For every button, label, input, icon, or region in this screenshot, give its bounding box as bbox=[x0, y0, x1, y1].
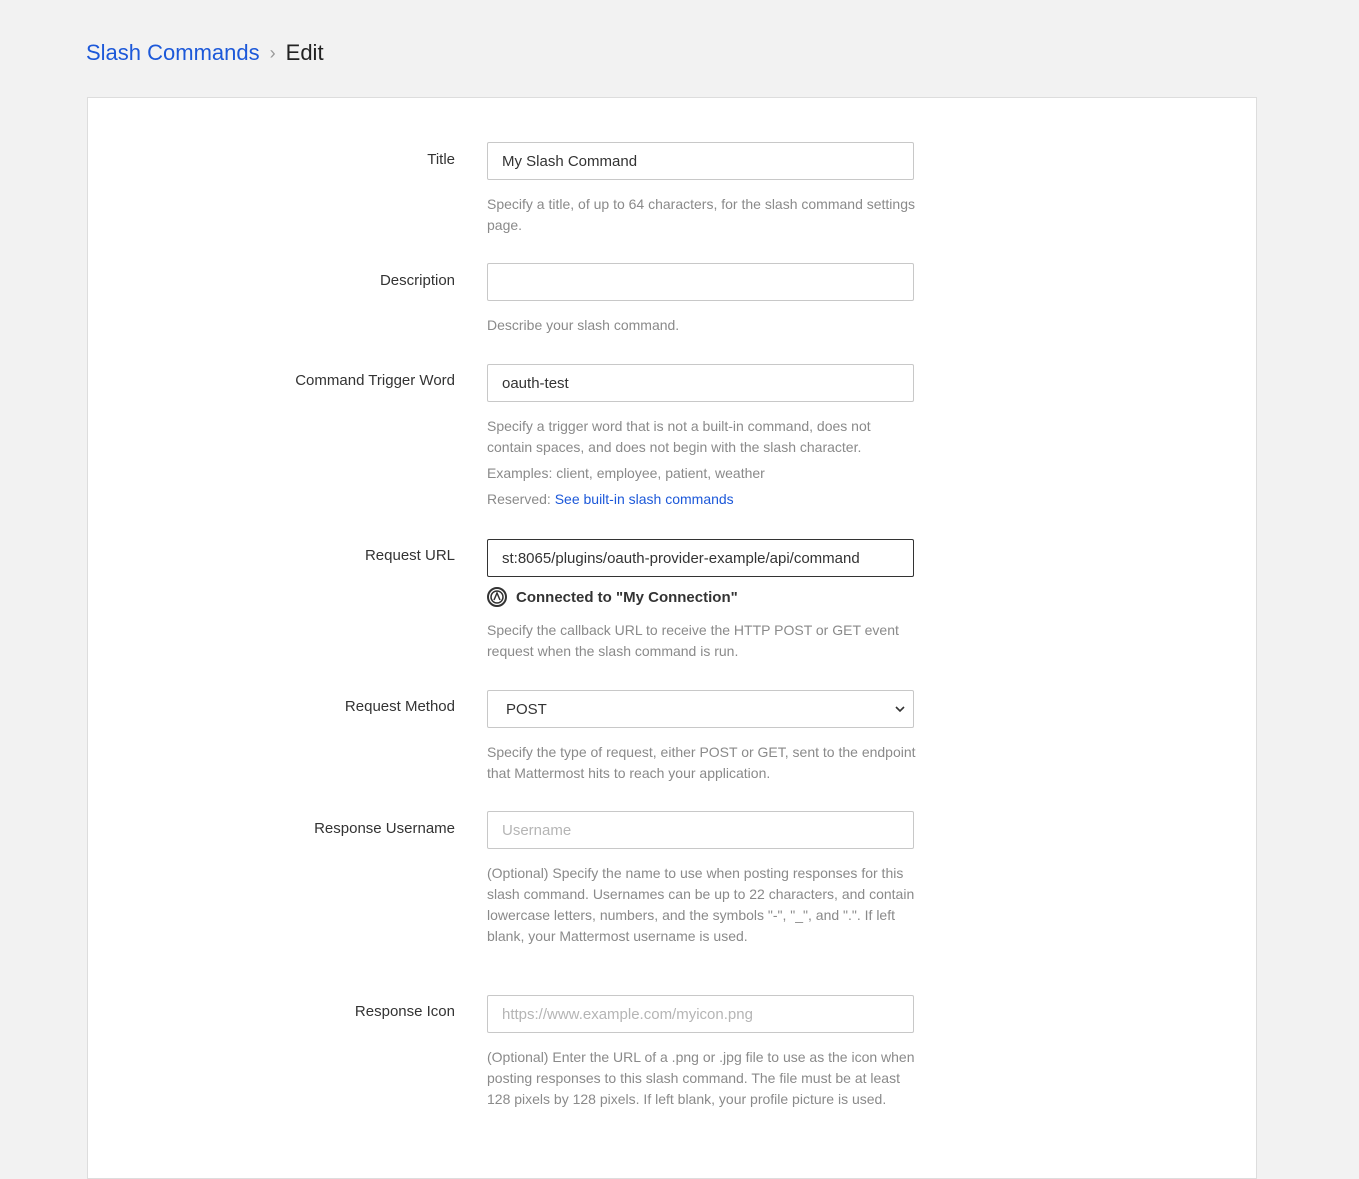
chevron-down-icon bbox=[895, 706, 905, 713]
breadcrumb bbox=[86, 40, 324, 66]
trigger-help-group bbox=[487, 416, 917, 510]
connection-status bbox=[487, 587, 738, 607]
trigger-examples: Examples: client, employee, patient, weather bbox=[487, 465, 765, 481]
breadcrumb-current: Edit bbox=[285, 40, 324, 65]
description-input[interactable] bbox=[487, 263, 914, 301]
response-icon-label: Response Icon bbox=[354, 1003, 455, 1020]
built-in-commands-link[interactable]: See built-in slash commands bbox=[554, 491, 734, 507]
title-label: Title bbox=[427, 151, 455, 168]
breadcrumb-slash-commands-link[interactable]: Slash Commands bbox=[86, 40, 260, 65]
response-username-label: Response Username bbox=[314, 820, 455, 837]
trigger-label: Command Trigger Word bbox=[295, 372, 455, 389]
response-icon-input[interactable] bbox=[487, 995, 914, 1033]
response-username-help: (Optional) Specify the name to use when posting responses for this slash command. Usernames can be up to 22 characters, and contain lowercase letters, numbers, and the symbols "-", "_", and ".". If left blank, your Mattermost username is used. bbox=[487, 865, 915, 944]
request-url-label: Request URL bbox=[364, 547, 455, 564]
request-method-help: Specify the type of request, either POST or GET, sent to the endpoint that Mattermost hits to reach your application. bbox=[487, 744, 916, 781]
title-help: Specify a title, of up to 64 characters, for the slash command settings page. bbox=[487, 196, 915, 233]
request-method-value: POST bbox=[506, 700, 547, 718]
reserved-prefix: Reserved: bbox=[487, 491, 555, 507]
trigger-word-input[interactable] bbox=[487, 364, 914, 402]
request-method-select[interactable] bbox=[487, 690, 914, 728]
connection-status-text: Connected to "My Connection" bbox=[516, 588, 738, 606]
chevron-right-icon: › bbox=[269, 42, 276, 63]
title-input[interactable] bbox=[487, 142, 914, 180]
trigger-help: Specify a trigger word that is not a built-in command, does not contain spaces, and does not begin with the slash character. bbox=[487, 418, 871, 455]
trigger-reserved bbox=[487, 489, 917, 510]
request-url-input[interactable] bbox=[487, 539, 914, 577]
request-method-label: Request Method bbox=[344, 698, 455, 715]
connection-badge-icon bbox=[487, 587, 507, 607]
description-label: Description bbox=[379, 272, 455, 289]
request-url-help: Specify the callback URL to receive the HTTP POST or GET event request when the slash command is run. bbox=[487, 622, 899, 659]
response-icon-help: (Optional) Enter the URL of a .png or .jpg file to use as the icon when posting responses to this slash command. The file must be at least 128 pixels by 128 pixels. If left blank, your profile picture is used. bbox=[487, 1049, 915, 1107]
response-username-input[interactable] bbox=[487, 811, 914, 849]
description-help: Describe your slash command. bbox=[487, 317, 680, 333]
